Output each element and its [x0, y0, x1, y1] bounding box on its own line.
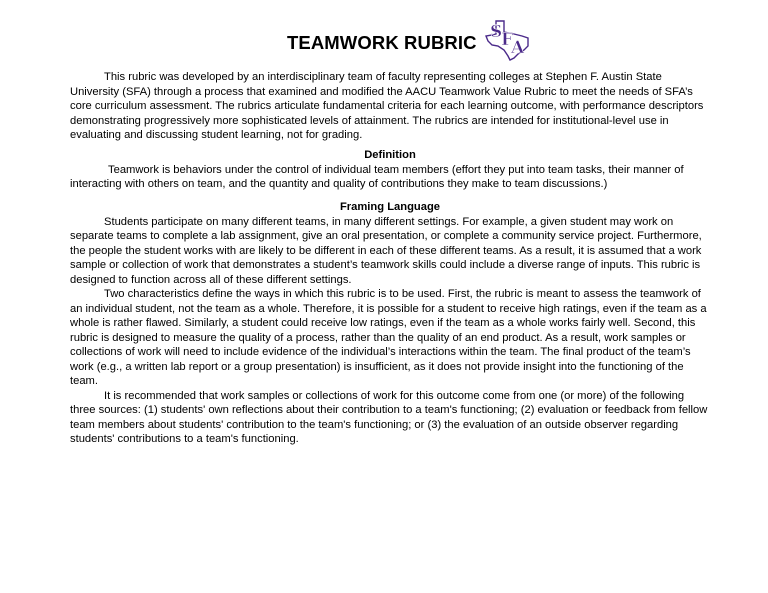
title-row — [0, 18, 768, 68]
page-title: TEAMWORK RUBRIC — [287, 32, 477, 53]
framing-heading: Framing Language — [339, 201, 441, 213]
framing-paragraph-2: Two characteristics define the ways in which this rubric is to be used. First, the rubric is meant to assess the teamwork of an individual student, not the team as a whole. Therefore, it is possible for a student to receive high ratings, even if the team as a whole is rather flawed. Similarly, a student could receive low ratings, even if the team as a whole works fairly well. Second, this rubric is designed to measure the quality of a process, rather than the quality of an end product. As a result, work samples or collections of work will need to include evidence of the individual’s interactions within the team. The final product of the team’s work (e.g., a written lab report or a group presentation) is insufficient, as it does not provide insight into the functioning of the team. — [70, 288, 707, 387]
framing-paragraph-1: Students participate on many different teams, in many different settings. For example, a given student may work on separate teams to complete a lab assignment, give an oral presentation, or complete a community service project. Furthermore, the people the student works with are likely to be different in each of these different teams. As a result, it is assumed that a work sample or collection of work that demonstrates a student’s teamwork skills could include a diverse range of inputs. This rubric is designed to function across all of these different settings. — [70, 215, 702, 286]
logo-letter-s: S — [490, 22, 503, 42]
definition-paragraph: Teamwork is behaviors under the control of individual team members (effort they put into team tasks, their manner of interacting with others on team, and the quantity and quality of contributions they make to team discussions.) — [70, 163, 684, 190]
logo-letter-f: F — [501, 30, 514, 50]
logo-letter-a: A — [511, 38, 525, 58]
definition-section — [70, 148, 710, 192]
framing-section — [70, 200, 710, 447]
intro-section — [70, 70, 710, 143]
sfa-logo — [484, 18, 532, 62]
framing-paragraph-3: It is recommended that work samples or collections of work for this outcome come from one (or more) of the following three sources: (1) students' own reflections about their contribution to a team's functioning; (2) evaluation or feedback from fellow team members about students' contribution to the team's functioning; or (3) the evaluation of an outside observer regarding students' contributions to a team's functioning. — [70, 389, 708, 445]
definition-heading: Definition — [364, 149, 416, 161]
intro-paragraph: This rubric was developed by an interdisciplinary team of faculty representing colleges at Stephen F. Austin State University (SFA) through a process that examined and modified the AACU Teamwork Value Rubric to meet the needs of SFA’s core curriculum assessment. The rubrics articulate fundamental criteria for each learning outcome, with performance descriptors demonstrating progressively more sophisticated levels of attainment. The rubrics are intended for institutional-level use in evaluating and discussing student learning, not for grading. — [70, 71, 704, 141]
